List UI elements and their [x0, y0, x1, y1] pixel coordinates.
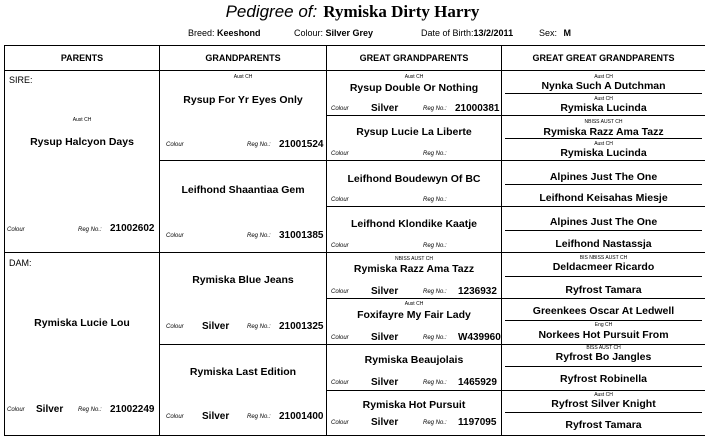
- ggp-reg: 1465929: [458, 377, 497, 388]
- gggp-name: Nynka Such A Dutchman: [541, 80, 666, 92]
- gggp-name: Leifhond Nastassja: [555, 238, 652, 250]
- reg-label: Reg No.:: [247, 414, 271, 420]
- colour-label: Colour: [166, 324, 184, 330]
- great-grandparent-cell: [327, 253, 501, 299]
- colour-label: Colour: [331, 151, 349, 157]
- divider: [505, 184, 702, 185]
- ggp-name: Rysup Double Or Nothing: [349, 82, 479, 94]
- ggp-colour: Silver: [371, 332, 399, 343]
- reg-label: Reg No.:: [423, 380, 447, 386]
- ggp-reg: 1197095: [458, 417, 497, 428]
- grandparent-title: Aust CH: [233, 74, 253, 80]
- gggp-title: Eng CH: [594, 322, 613, 328]
- reg-label: Reg No.:: [423, 289, 447, 295]
- divider: [505, 276, 702, 277]
- reg-label: Reg No.:: [423, 197, 447, 203]
- colour-label: Colour: [331, 380, 349, 386]
- gggp-pair: [502, 299, 705, 345]
- sire-label: SIRE:: [9, 75, 33, 85]
- grandparent-reg: 21001325: [279, 321, 324, 332]
- dam-name: Rymiska Lucie Lou: [34, 317, 130, 329]
- reg-label: Reg No.:: [247, 324, 271, 330]
- ggp-colour: Silver: [371, 103, 399, 114]
- ggp-reg: W439960: [458, 332, 501, 343]
- divider: [505, 230, 702, 231]
- gggp-title: Aust CH: [594, 96, 613, 102]
- grandparent-colour: Silver: [202, 321, 230, 332]
- divider: [505, 138, 702, 139]
- grandparent-name: Leifhond Shaantiaa Gem: [181, 184, 305, 196]
- divider: [505, 93, 702, 94]
- great-grandparent-cell: [327, 207, 501, 253]
- gggp-name: Rymiska Lucinda: [560, 102, 647, 114]
- reg-label: Reg No.:: [423, 420, 447, 426]
- gggp-name: Greenkees Oscar At Ledwell: [532, 305, 675, 317]
- divider: [505, 412, 702, 413]
- breed-label: Breed:: [188, 28, 215, 38]
- colour-label: Colour: [331, 335, 349, 341]
- ggp-name: Leifhond Boudewyn Of BC: [347, 173, 481, 185]
- dob-label: Date of Birth:: [421, 28, 474, 38]
- header-grandparents: GRANDPARENTS: [160, 46, 326, 71]
- ggp-colour: Silver: [371, 417, 399, 428]
- great-grandparent-cell: [327, 161, 501, 207]
- sire-reg: 21002602: [110, 223, 155, 234]
- reg-label: Reg No.:: [423, 106, 447, 112]
- colour-label: Colour: [331, 289, 349, 295]
- gggp-pair: [502, 391, 705, 436]
- pedigree-title: [0, 2, 705, 22]
- grandparent-reg: 21001524: [279, 139, 324, 150]
- reg-label: Reg No.:: [423, 243, 447, 249]
- ggp-name: Foxifayre My Fair Lady: [357, 309, 471, 321]
- great-grandparent-cell: [327, 391, 501, 436]
- colour-label: Colour: [331, 197, 349, 203]
- grandparent-name: Rymiska Blue Jeans: [192, 274, 294, 286]
- sire-title: Aust CH: [72, 117, 92, 123]
- reg-label: Reg No.:: [423, 335, 447, 341]
- gggp-name: Ryfrost Tamara: [565, 419, 642, 431]
- gggp-title: Aust CH: [594, 141, 613, 147]
- ggp-reg: 1236932: [458, 286, 497, 297]
- gggp-name: Leifhond Keisahas Miesje: [539, 192, 668, 204]
- grandparents-column: [160, 46, 327, 435]
- ggp-name: Rymiska Razz Ama Tazz: [353, 263, 475, 275]
- sire-reg-label: Reg No.:: [78, 227, 102, 233]
- grandparent-cell: [160, 161, 326, 253]
- colour-label: Colour: [166, 142, 184, 148]
- gggp-name: Alpines Just The One: [549, 216, 658, 228]
- header-great-great-grandparents: GREAT GREAT GRANDPARENTS: [502, 46, 705, 71]
- colour-value: Silver Grey: [325, 28, 374, 38]
- dob-field: [421, 28, 513, 38]
- grandparent-reg: 21001400: [279, 411, 324, 422]
- gggp-name: Rymiska Razz Ama Tazz: [543, 126, 664, 138]
- great-grandparent-cell: [327, 116, 501, 161]
- grandparent-cell: [160, 71, 326, 161]
- ggp-name: Rymiska Beaujolais: [364, 354, 464, 366]
- header-parents: PARENTS: [5, 46, 159, 71]
- colour-label: Colour: [166, 414, 184, 420]
- gggp-title: BISS AUST CH: [586, 345, 621, 351]
- dam-colour: Silver: [36, 404, 64, 415]
- gggp-pair: [502, 161, 705, 207]
- grandparent-cell: [160, 253, 326, 345]
- sex-value: M: [563, 28, 572, 38]
- reg-label: Reg No.:: [247, 142, 271, 148]
- ggp-name: Rysup Lucie La Liberte: [356, 126, 472, 138]
- dob-value: 13/2/2011: [473, 28, 514, 38]
- grandparent-colour: Silver: [202, 411, 230, 422]
- colour-label: Colour: [166, 233, 184, 239]
- gggp-name: Norkees Hot Pursuit From: [538, 329, 669, 341]
- reg-label: Reg No.:: [423, 151, 447, 157]
- divider: [505, 320, 702, 321]
- gggp-title: NBISS AUST CH: [584, 119, 623, 125]
- gggp-pair: [502, 253, 705, 299]
- colour-label: Colour: [331, 420, 349, 426]
- gggp-name: Ryfrost Bo Jangles: [555, 351, 652, 363]
- dam-reg: 21002249: [110, 404, 155, 415]
- gggp-name: Ryfrost Tamara: [565, 284, 642, 296]
- gggp-name: Ryfrost Robinella: [560, 373, 647, 385]
- ggp-name: Leifhond Klondike Kaatje: [350, 218, 477, 230]
- ggp-reg: 21000381: [455, 103, 500, 114]
- grandparent-name: Rysup For Yr Eyes Only: [183, 94, 303, 106]
- dog-name: Rymiska Dirty Harry: [323, 2, 480, 21]
- ggp-name: Rymiska Hot Pursuit: [362, 399, 466, 411]
- grandparent-reg: 31001385: [279, 230, 324, 241]
- sire-cell: [5, 71, 159, 253]
- breed-field: [188, 28, 261, 38]
- ggp-title: NBISS AUST CH: [395, 256, 433, 262]
- pedigree-table: [4, 45, 705, 436]
- gggp-pair: [502, 116, 705, 161]
- gggp-title: Aust CH: [594, 392, 613, 398]
- ggp-colour: Silver: [371, 377, 399, 388]
- dam-reg-label: Reg No.:: [78, 407, 102, 413]
- ggp-title: Aust CH: [404, 301, 424, 307]
- gggp-title: BIS NBISS AUST CH: [579, 255, 628, 261]
- grandparent-name: Rymiska Last Edition: [189, 366, 297, 378]
- gggp-pair: [502, 71, 705, 116]
- dam-cell: [5, 253, 159, 436]
- gggp-pair: [502, 345, 705, 391]
- gggp-name: Rymiska Lucinda: [560, 147, 647, 159]
- great-grandparent-cell: [327, 71, 501, 116]
- great-great-grandparents-column: [502, 46, 705, 435]
- dam-colour-label: Colour: [7, 407, 25, 413]
- parents-column: [5, 46, 160, 435]
- gggp-name: Deldacmeer Ricardo: [552, 261, 655, 273]
- great-grandparents-column: [327, 46, 502, 435]
- colour-label: Colour: [331, 106, 349, 112]
- sire-name: Rysup Halcyon Days: [30, 136, 134, 148]
- divider: [505, 366, 702, 367]
- great-grandparent-cell: [327, 299, 501, 345]
- header-great-grandparents: GREAT GRANDPARENTS: [327, 46, 501, 71]
- grandparent-cell: [160, 345, 326, 436]
- sex-field: [539, 28, 571, 38]
- gggp-title: Aust CH: [594, 74, 613, 80]
- ggp-colour: Silver: [371, 286, 399, 297]
- colour-label: Colour:: [294, 28, 324, 38]
- title-label: Pedigree of:: [225, 2, 318, 21]
- gggp-name: Ryfrost Silver Knight: [551, 398, 656, 410]
- colour-field: [294, 28, 373, 38]
- sex-label: Sex:: [539, 28, 558, 38]
- breed-value: Keeshond: [217, 28, 261, 38]
- colour-label: Colour: [331, 243, 349, 249]
- sire-colour-label: Colour: [7, 227, 25, 233]
- gggp-name: Alpines Just The One: [549, 171, 658, 183]
- reg-label: Reg No.:: [247, 233, 271, 239]
- ggp-title: Aust CH: [404, 74, 424, 80]
- great-grandparent-cell: [327, 345, 501, 391]
- dam-label: DAM:: [9, 258, 32, 268]
- gggp-pair: [502, 207, 705, 253]
